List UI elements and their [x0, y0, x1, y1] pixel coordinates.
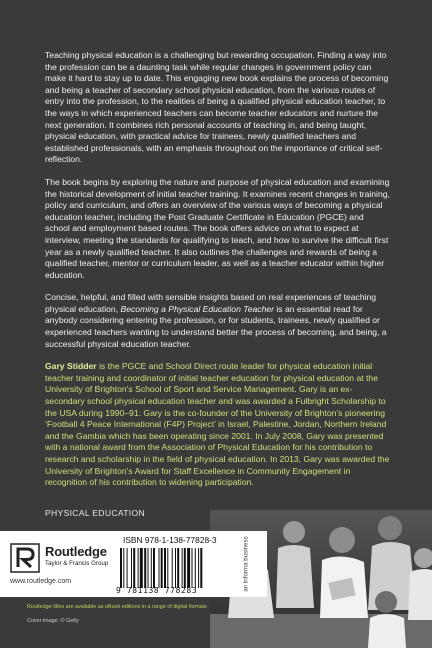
- author-bio: [45, 361, 390, 489]
- barcode-bar: [153, 548, 155, 588]
- barcode-bar: [161, 548, 163, 588]
- publisher-group: Taylor & Francis Group: [45, 560, 109, 567]
- barcode-bar: [120, 548, 122, 588]
- blurb-paragraph-1: Teaching physical education is a challenging but rewarding occupation. Finding a way into the profession can be a daunting task while regular changes in government policy can make it hard to stay up to date. This engaging new book explains the process of becoming and being a teacher of secondary school physical education, from the various routes of entry into the profession, to the realities of being a qualified physical education teacher, to the ways in which experienced teachers can become teacher educators and nurture the next generation. It combines rich personal accounts of teaching in, and being taught, physical education, with practical advice for trainees, newly qualified teachers and established professionals, with an emphasis throughout on the importance of critical self-reflection.: [45, 50, 389, 165]
- barcode-icon: [120, 548, 232, 588]
- barcode-bar: [138, 548, 139, 588]
- barcode-bar: [123, 548, 124, 588]
- barcode-bar: [148, 548, 149, 588]
- barcode-bar: [164, 548, 166, 588]
- publisher-name: Routledge: [45, 544, 107, 559]
- blurb-paragraph-3: [45, 292, 390, 350]
- barcode-bar: [175, 548, 176, 588]
- barcode-bar: [177, 548, 179, 588]
- blurb-paragraph-2: The book begins by exploring the nature and purpose of physical education and examining the historical development of initial teacher training. It examines recent changes in training, policy and curriculum, and offers an overview of the various ways of becoming a physical education teacher, including the Post Graduate Certificate in Education (PGCE) and school and employment based routes. The book offers advice on what to expect at interview, meeting the standards for qualifying to teach, and how to survive the difficult first year as a newly qualified teacher. It also outlines the challenges and rewards of being a qualified teacher, mentor or curriculum leader, as well as a teacher educator within higher education.: [45, 176, 390, 280]
- barcode-bar: [133, 548, 135, 588]
- cover-blurb: [45, 50, 390, 500]
- barcode-bar: [187, 548, 190, 588]
- barcode-bar: [192, 548, 193, 588]
- informa-tag: [240, 533, 252, 595]
- barcode-bar: [159, 548, 160, 588]
- subject-category: PHYSICAL EDUCATION: [45, 508, 145, 518]
- barcode-bar: [127, 548, 128, 588]
- barcode-bar: [151, 548, 152, 588]
- barcode-bar: [172, 548, 173, 588]
- barcode-bar: [198, 548, 199, 588]
- cover-image-credit: Cover image: © Getty: [27, 618, 79, 624]
- barcode-bar: [144, 548, 146, 588]
- blurb-p3-end: is an essential read for anybody considering entering the profession, or for students, trainees, newly qualified or experienced teachers wanting to understand better the process of becoming, and being, a successful physical education teacher.: [45, 303, 387, 349]
- barcode-bar: [182, 548, 183, 588]
- informa-label: an informa business: [242, 536, 250, 592]
- barcode-bar: [195, 548, 196, 588]
- routledge-logo-icon: [10, 543, 40, 573]
- book-title: Becoming a Physical Education Teacher: [120, 303, 274, 314]
- blurb-p3-start: Concise, helpful, and filled with sensible insights based on real experiences of teaching physical education,: [45, 292, 377, 314]
- isbn-label: ISBN 978-1-138-77828-3: [123, 535, 217, 545]
- publisher-url: www.routledge.com: [10, 578, 72, 585]
- author-bio-text: is the PGCE and School Direct route leader for physical education initial teacher training and coordinator of initial teacher education for physical education at the University of Brighton’s School of Sport and Service Management. Gary is an ex-secondary school physical education teacher and was awarded a Fulbright Scholarship to the USA during 1990–91. Gary is the co-founder of the University of Brighton’s pioneering ‘Football 4 Peace International (F4P) Project’ in Israel, Palestine, Jordan, Northern Ireland and the Gambia which has been operating since 2001. In July 2008, Gary was presented with a national award from the Association of Physical Education for his contribution to research and scholarship in the field of physical education. In 2013, Gary was awarded the University of Brighton’s Award for Staff Excellence in Community Engagement in recognition of his contribution to widening participation.: [45, 361, 390, 488]
- barcode-bar: [200, 548, 202, 588]
- barcode-bar: [184, 548, 186, 588]
- ebook-note: Routledge titles are available as eBook editions in a range of digital formats: [27, 604, 207, 610]
- barcode-bar: [140, 548, 143, 588]
- barcode-bar: [131, 548, 132, 588]
- publisher-panel: [0, 531, 267, 597]
- author-name: Gary Stidder: [45, 361, 97, 372]
- barcode-bar: [167, 548, 168, 588]
- barcode-digits: 9 781138 778283: [116, 586, 198, 595]
